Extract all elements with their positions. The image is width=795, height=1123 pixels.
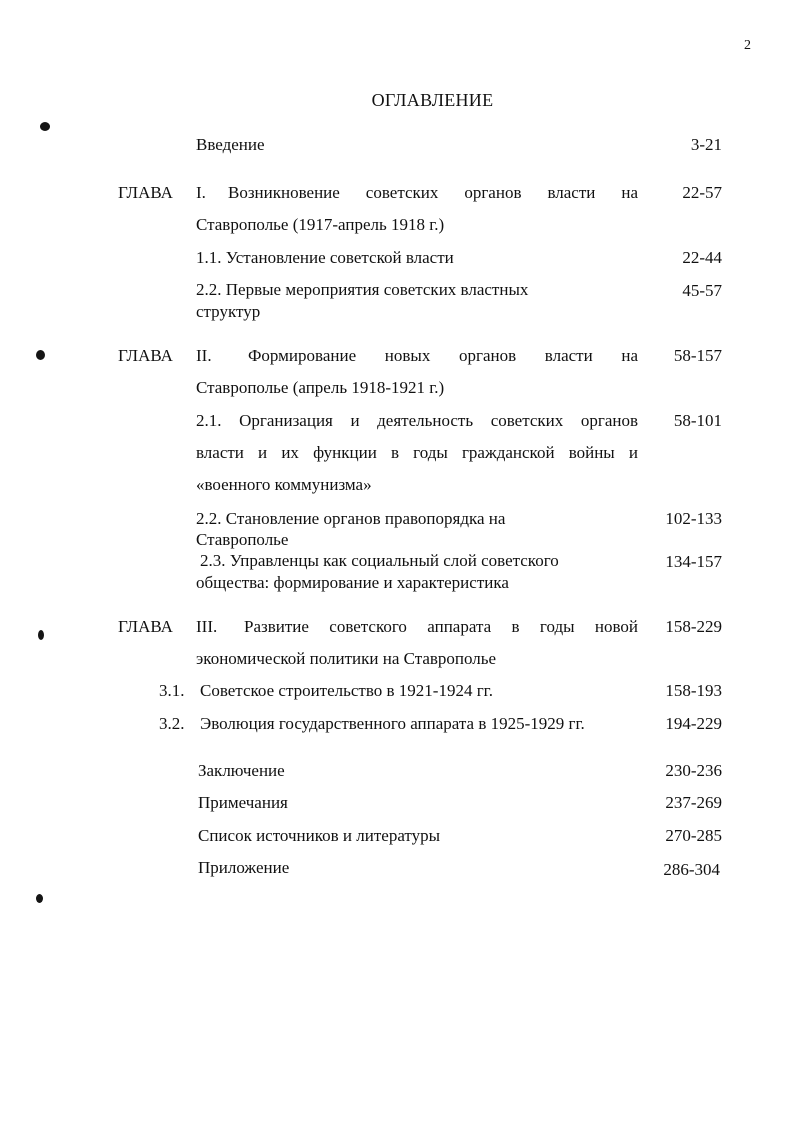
section-pages: 134-157 — [665, 552, 722, 571]
section-num: 3.2. — [159, 714, 185, 733]
section-num: 3.1. — [159, 681, 185, 700]
chapter-pages: 158-229 — [665, 617, 722, 636]
backmatter-pages: 230-236 — [665, 761, 722, 780]
section-label-line: 2.1. Организация и деятельность советских органов — [196, 411, 638, 430]
scan-mark — [38, 630, 44, 640]
chapter-prefix: ГЛАВА — [118, 617, 173, 636]
chapter-numeral: III. — [196, 617, 218, 636]
chapter-prefix: ГЛАВА — [118, 183, 173, 202]
chapter-title-line: Развитие советского аппарата в годы новой — [244, 617, 638, 636]
section-label-line: власти и их функции в годы гражданской войны и — [196, 443, 638, 462]
toc-entry-label: Введение — [196, 135, 265, 154]
section-label: Советское строительство в 1921-1924 гг. — [200, 681, 493, 700]
page-number: 2 — [744, 38, 751, 53]
section-label-line: 2.3. Управленцы как социальный слой советского — [200, 551, 559, 570]
chapter-title-line: Ставрополье (апрель 1918-1921 г.) — [196, 378, 445, 397]
section-label-line: общества: формирование и характеристика — [196, 573, 509, 592]
section-label-line: 2.2. Первые мероприятия советских властных — [196, 280, 529, 299]
backmatter-pages: 286-304 — [663, 860, 720, 879]
backmatter-pages: 270-285 — [665, 826, 722, 845]
chapter-title-line: экономической политики на Ставрополье — [196, 649, 497, 668]
chapter-numeral: II. — [196, 346, 212, 365]
chapter-pages: 58-157 — [673, 346, 722, 365]
section-label-line: Ставрополье — [196, 530, 289, 549]
section-pages: 58-101 — [673, 411, 722, 430]
section-label-line: «военного коммунизма» — [196, 475, 372, 494]
section-pages: 102-133 — [665, 509, 722, 528]
chapter-pages: 22-57 — [682, 183, 722, 202]
chapter-title-line: Формирование новых органов власти на — [248, 346, 638, 365]
chapter-title-line: Ставрополье (1917-апрель 1918 г.) — [196, 215, 445, 234]
section-label-line: 2.2. Становление органов правопорядка на — [196, 509, 506, 528]
section-pages: 194-229 — [665, 714, 722, 733]
section-pages: 22-44 — [682, 248, 722, 267]
backmatter-label: Приложение — [198, 858, 290, 877]
scan-mark — [36, 894, 43, 903]
section-pages: 45-57 — [682, 281, 722, 300]
toc-title: ОГЛАВЛЕНИЕ — [371, 90, 494, 110]
section-label: Эволюция государственного аппарата в 1925-1929 гг. — [200, 714, 585, 733]
backmatter-label: Заключение — [198, 761, 285, 780]
chapter-prefix: ГЛАВА — [118, 346, 173, 365]
scan-mark — [40, 122, 50, 131]
backmatter-label: Список источников и литературы — [198, 826, 441, 845]
toc-entry-intro — [196, 128, 265, 161]
backmatter-pages: 237-269 — [665, 793, 722, 812]
chapter-numeral: I. — [196, 183, 206, 202]
scan-mark — [36, 350, 45, 360]
section-pages: 158-193 — [665, 681, 722, 700]
toc-entry-pages: 3-21 — [690, 135, 722, 154]
section-label: 1.1. Установление советской власти — [196, 248, 454, 267]
section-label-line: структур — [196, 302, 261, 321]
backmatter-label: Примечания — [198, 793, 288, 812]
chapter-title-line: Возникновение советских органов власти на — [228, 183, 638, 202]
